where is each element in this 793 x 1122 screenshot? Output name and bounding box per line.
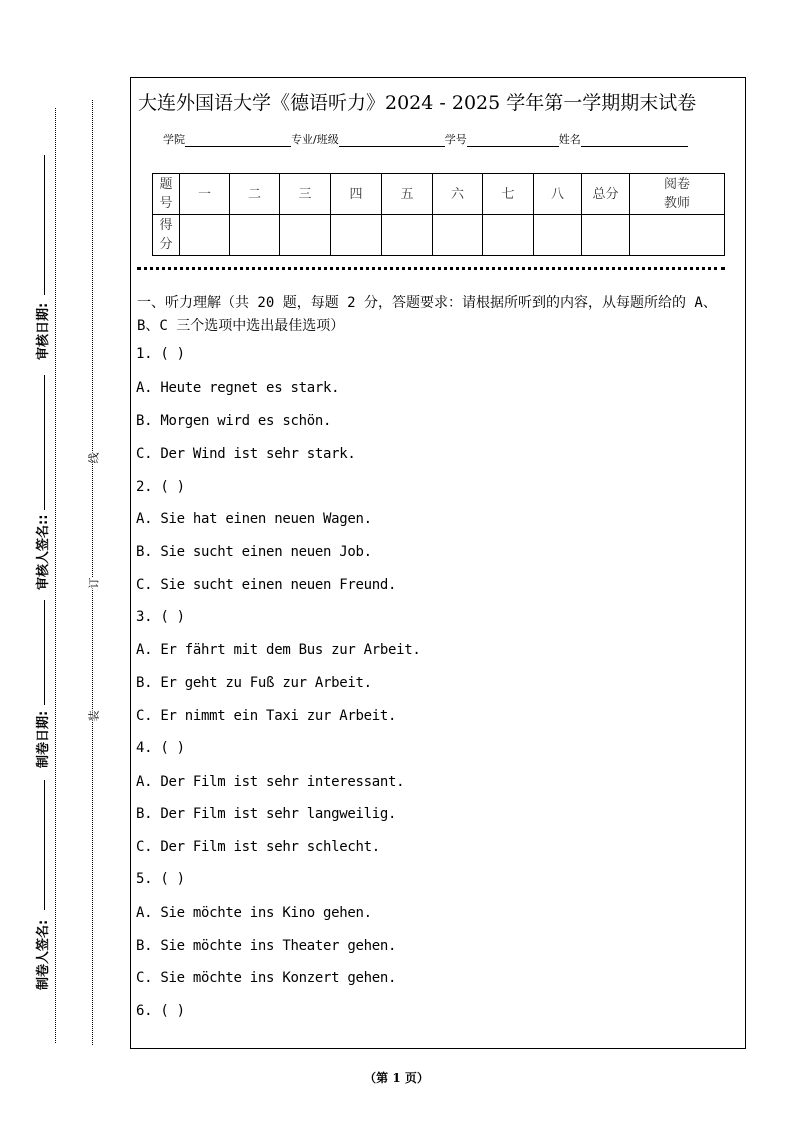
score-table-header-row bbox=[153, 174, 725, 215]
compiler-signature-label: 制卷人签名: bbox=[36, 919, 51, 990]
binding-char-bind: 装 bbox=[87, 710, 101, 722]
name-field[interactable] bbox=[581, 133, 688, 147]
column-2: 二 bbox=[230, 174, 280, 215]
signature-line-compiler bbox=[44, 780, 45, 910]
score-cell[interactable] bbox=[483, 215, 534, 256]
college-label: 学院 bbox=[163, 133, 185, 146]
student-id-field[interactable] bbox=[467, 133, 559, 147]
binding-char-line: 线 bbox=[87, 452, 101, 464]
dotted-separator bbox=[137, 267, 725, 270]
score-table-score-row bbox=[153, 215, 725, 256]
question-5-number: 5. ( ) bbox=[136, 871, 185, 887]
question-1-option-a[interactable]: A. Heute regnet es stark. bbox=[136, 380, 340, 396]
binding-dotted-line-inner bbox=[92, 100, 93, 1045]
question-4-option-b[interactable]: B. Der Film ist sehr langweilig. bbox=[136, 806, 397, 822]
column-6: 六 bbox=[433, 174, 483, 215]
question-2-option-c[interactable]: C. Sie sucht einen neuen Freund. bbox=[136, 577, 397, 593]
column-8: 八 bbox=[534, 174, 582, 215]
section-1-instruction: 一、听力理解（共 20 题，每题 2 分，答题要求：请根据所听到的内容，从每题所给的 A、B、C 三个选项中选出最佳选项） bbox=[137, 295, 717, 334]
question-number-header: 题号 bbox=[153, 174, 180, 215]
score-total-cell[interactable] bbox=[582, 215, 630, 256]
column-grader: 阅卷教师 bbox=[630, 174, 725, 215]
review-date-label: 审核日期: bbox=[36, 302, 51, 360]
score-cell[interactable] bbox=[433, 215, 483, 256]
signature-line-reviewer bbox=[44, 375, 45, 510]
name-label: 姓名 bbox=[558, 133, 581, 146]
score-cell[interactable] bbox=[280, 215, 331, 256]
score-cell[interactable] bbox=[331, 215, 382, 256]
question-2-option-b[interactable]: B. Sie sucht einen neuen Job. bbox=[136, 544, 372, 560]
student-id-label: 学号 bbox=[444, 133, 467, 146]
question-1-number: 1. ( ) bbox=[136, 346, 185, 362]
score-header: 得分 bbox=[153, 215, 180, 256]
question-1-option-c[interactable]: C. Der Wind ist sehr stark. bbox=[136, 446, 356, 462]
question-3-option-b[interactable]: B. Er geht zu Fuß zur Arbeit. bbox=[136, 675, 372, 691]
column-5: 五 bbox=[382, 174, 433, 215]
signature-line-compile-date bbox=[44, 600, 45, 705]
question-2-number: 2. ( ) bbox=[136, 479, 185, 495]
question-3-option-a[interactable]: A. Er fährt mit dem Bus zur Arbeit. bbox=[136, 642, 421, 658]
signature-line-review-date bbox=[44, 155, 45, 295]
question-4-option-c[interactable]: C. Der Film ist sehr schlecht. bbox=[136, 839, 380, 855]
score-cell[interactable] bbox=[180, 215, 230, 256]
question-3-option-c[interactable]: C. Er nimmt ein Taxi zur Arbeit. bbox=[136, 708, 397, 724]
major-class-label: 专业/班级 bbox=[291, 133, 339, 146]
grader-cell[interactable] bbox=[630, 215, 725, 256]
reviewer-signature-label: 审核人签名:: bbox=[36, 514, 51, 590]
score-cell[interactable] bbox=[382, 215, 433, 256]
column-1: 一 bbox=[180, 174, 230, 215]
major-class-field[interactable] bbox=[339, 133, 445, 147]
exam-title: 大连外国语大学《德语听力》2024 - 2025 学年第一学期期末试卷 bbox=[138, 92, 697, 114]
page-number: （第 1 页） bbox=[364, 1071, 429, 1085]
question-3-number: 3. ( ) bbox=[136, 609, 185, 625]
question-4-option-a[interactable]: A. Der Film ist sehr interessant. bbox=[136, 774, 405, 790]
column-3: 三 bbox=[280, 174, 331, 215]
column-4: 四 bbox=[331, 174, 382, 215]
college-field[interactable] bbox=[185, 133, 291, 147]
question-5-option-c[interactable]: C. Sie möchte ins Konzert gehen. bbox=[136, 970, 397, 986]
binding-dotted-line-outer bbox=[55, 108, 56, 1043]
question-4-number: 4. ( ) bbox=[136, 740, 185, 756]
column-7: 七 bbox=[483, 174, 534, 215]
question-5-option-a[interactable]: A. Sie möchte ins Kino gehen. bbox=[136, 905, 372, 921]
student-info-row bbox=[163, 131, 688, 147]
score-cell[interactable] bbox=[534, 215, 582, 256]
compile-date-label: 制卷日期: bbox=[36, 710, 51, 768]
score-cell[interactable] bbox=[230, 215, 280, 256]
binding-char-staple: 订 bbox=[87, 577, 101, 589]
column-total: 总分 bbox=[582, 174, 630, 215]
question-1-option-b[interactable]: B. Morgen wird es schön. bbox=[136, 413, 332, 429]
question-2-option-a[interactable]: A. Sie hat einen neuen Wagen. bbox=[136, 511, 372, 527]
score-table bbox=[152, 173, 725, 256]
question-5-option-b[interactable]: B. Sie möchte ins Theater gehen. bbox=[136, 938, 397, 954]
question-6-number: 6. ( ) bbox=[136, 1003, 185, 1019]
